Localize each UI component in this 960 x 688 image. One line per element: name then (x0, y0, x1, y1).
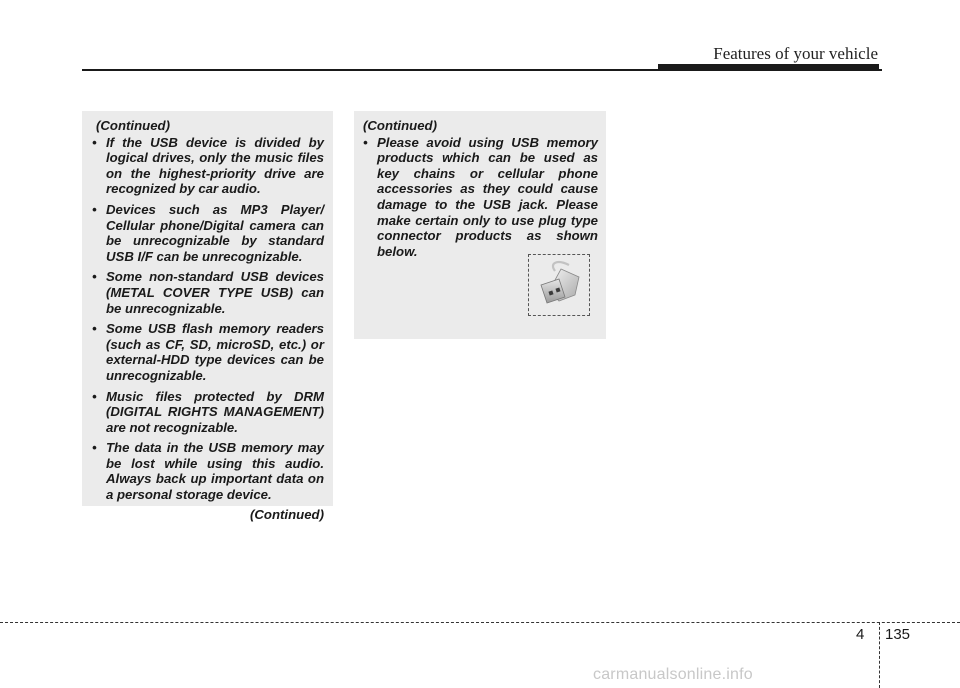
chapter-number: 4 (856, 626, 865, 643)
footer-divider (879, 622, 880, 688)
caution-list (92, 135, 324, 503)
footer-rule (0, 622, 960, 623)
continued-footer: (Continued) (250, 506, 324, 522)
list-item-text: Some USB flash memory readers (such as CF, SD, microSD, etc.) or external-HDD type devices can be unrecognizable. (106, 321, 324, 383)
continued-heading: (Continued) (363, 118, 437, 133)
list-item-text: Devices such as MP3 Player/ Cellular phone/Digital camera can be unrecognizable by standard USB I/F can be unrecognizable. (106, 201, 324, 264)
list-item-text: The data in the USB memory may be lost while using this audio. Always back up important data on a personal storage device. (106, 440, 324, 503)
bullet-icon: • (92, 201, 97, 217)
list-item-text: Music files protected by DRM (DIGITAL RIGHTS MANAGEMENT) are not recognizable. (106, 388, 324, 435)
caution-box-left (82, 111, 333, 522)
list-item (363, 135, 598, 260)
usb-plug-icon (529, 255, 589, 315)
bullet-icon: • (92, 388, 97, 404)
bullet-icon: • (92, 440, 97, 456)
page-number: 135 (885, 626, 911, 643)
caution-list (363, 135, 598, 260)
continued-heading: (Continued) (96, 118, 170, 133)
list-item (92, 202, 324, 264)
list-item (92, 389, 324, 436)
list-item-text: Some non-standard USB devices (METAL COVER TYPE USB) can be unrecognizable. (106, 269, 324, 316)
list-item (92, 321, 324, 383)
header-accent-bar (658, 64, 879, 70)
list-item-text: If the USB device is divided by logical drives, only the music files on the highest-priority drive are recognized by car audio. (106, 134, 324, 197)
header-title: Features of your vehicle (713, 44, 878, 63)
list-item (92, 135, 324, 197)
list-item (92, 440, 324, 502)
bullet-icon: • (92, 269, 97, 285)
bullet-icon: • (92, 321, 97, 337)
usb-illustration-frame (528, 254, 590, 316)
watermark-text: carmanualsonline.info (593, 666, 753, 683)
list-item (92, 269, 324, 316)
bullet-icon: • (92, 134, 97, 150)
list-item-text: Please avoid using USB memory products which can be used as key chains or cellular phone accessories as they could cause damage to the USB jack. Please make certain only to use plug type connector products as shown below. (377, 134, 598, 259)
bullet-icon: • (363, 134, 368, 150)
